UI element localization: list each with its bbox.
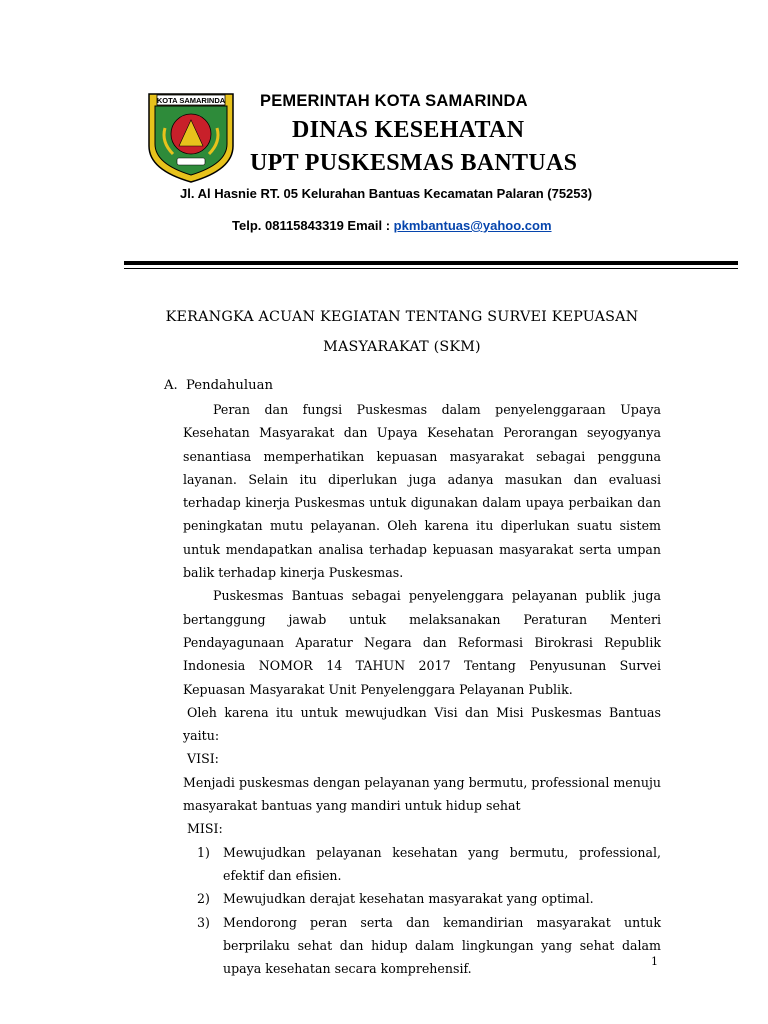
list-item-text: Mewujudkan derajat kesehatan masyarakat yang optimal. [223, 891, 594, 907]
address: Jl. Al Hasnie RT. 05 Kelurahan Bantuas Kecamatan Palaran (75253) [180, 186, 593, 201]
list-item [183, 841, 661, 888]
header-divider-thin [124, 268, 738, 269]
list-item [183, 887, 661, 910]
visi-label: VISI: [187, 751, 219, 767]
list-item-number: 2) [197, 891, 210, 907]
section-title: Pendahuluan [186, 378, 273, 393]
title-line-2: MASYARAKAT (SKM) [323, 339, 481, 355]
list-item-text: Mewujudkan pelayanan kesehatan yang bermutu, professional, efektif dan efisien. [223, 844, 661, 883]
title-line-1: KERANGKA ACUAN KEGIATAN TENTANG SURVEI KEPUASAN [165, 309, 639, 325]
visi-misi-lead: Oleh karena itu untuk mewujudkan Visi dan Misi Puskesmas Bantuas yaitu: [183, 704, 661, 744]
misi-label: MISI: [187, 821, 223, 837]
section-letter: A. [164, 378, 178, 393]
government-name: PEMERINTAH KOTA SAMARINDA [260, 92, 528, 110]
department-name: DINAS KESEHATAN [292, 117, 525, 143]
page-number: 1 [651, 955, 658, 968]
list-item-number: 3) [197, 914, 210, 930]
list-item-text: Mendorong peran serta dan kemandirian masyarakat untuk berprilaku sehat dan hidup dalam lingkungan yang sehat dalam upaya kesehatan secara komprehensif. [223, 914, 661, 977]
list-item [183, 911, 661, 981]
contact-prefix: Telp. 08115843319 Email : [232, 218, 394, 233]
paragraph-regulation: Puskesmas Bantuas sebagai penyelenggara pelayanan publik juga bertanggung jawab untuk melaksanakan Peraturan Menteri Pendayagunaan Aparatur Negara dan Reformasi Birokrasi Republik Indonesia NOMOR 14 TAHUN 2017 Tentang Penyusunan Survei Kepuasan Masyarakat Unit Penyelenggara Pelayanan Publik. [183, 588, 661, 697]
section-heading [164, 378, 273, 393]
misi-list [183, 841, 661, 981]
logo-lettering: KOTA SAMARINDA [156, 96, 226, 105]
email-link[interactable]: pkmbantuas@yahoo.com [393, 218, 552, 233]
list-item-number: 1) [197, 844, 210, 860]
header-divider-thick [124, 261, 738, 265]
contact-line [232, 218, 552, 233]
visi-text: Menjadi puskesmas dengan pelayanan yang bermutu, professional menuju masyarakat bantuas yang mandiri untuk hidup sehat [183, 774, 661, 814]
paragraph-intro: Peran dan fungsi Puskesmas dalam penyelenggaraan Upaya Kesehatan Masyarakat dan Upaya Kesehatan Perorangan seyogyanya senantiasa memperhatikan kepuasan masyarakat sebagai pengguna layanan. Selain itu diperlukan juga adanya masukan dan evaluasi terhadap kinerja Puskesmas untuk digunakan dalam upaya perbaikan dan peningkatan mutu pelayanan. Oleh karena itu diperlukan suatu sistem untuk mendapatkan analisa terhadap kepuasan masyarakat serta umpan balik terhadap kinerja Puskesmas. [183, 402, 661, 581]
document-title [130, 302, 674, 362]
unit-name: UPT PUSKESMAS BANTUAS [250, 150, 578, 176]
kota-samarinda-logo [143, 84, 239, 184]
document-body [183, 398, 661, 980]
